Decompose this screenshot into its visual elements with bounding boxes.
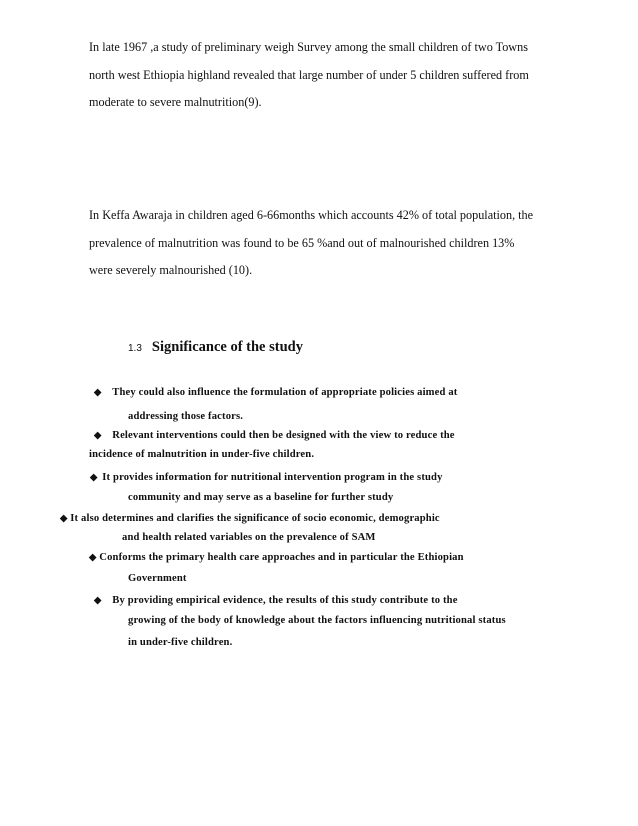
paragraph-1-line-2: north west Ethiopia highland revealed that large number of under 5 children suffered from — [89, 67, 529, 82]
bullet-5-text: Conforms the primary health care approaches and in particular the Ethiopian — [99, 552, 464, 563]
paragraph-2 — [89, 202, 552, 285]
section-title: Significance of the study — [151, 339, 303, 355]
bullet-1-text: They could also influence the formulation of appropriate policies aimed at — [112, 387, 458, 398]
bullet-3-text: It provides information for nutritional intervention program in the study — [102, 472, 443, 483]
bullet-3-line-2: community and may serve as a baseline for further study — [128, 492, 394, 503]
section-heading — [128, 338, 303, 356]
paragraph-1 — [89, 34, 552, 117]
bullet-2-text: Relevant interventions could then be designed with the view to reduce the — [112, 430, 455, 441]
bullet-diamond-icon: ◆ — [94, 388, 102, 398]
bullet-6-line-3: in under-five children. — [128, 637, 233, 648]
bullet-5-line-1 — [89, 551, 464, 565]
bullet-5-line-2: Government — [128, 573, 187, 584]
bullet-diamond-icon: ◆ — [89, 553, 97, 563]
bullet-4-line-2: and health related variables on the prevalence of SAM — [122, 532, 376, 543]
bullet-1-line-1 — [94, 386, 457, 400]
bullet-diamond-icon: ◆ — [60, 514, 68, 524]
paragraph-1-line-3: moderate to severe malnutrition(9). — [89, 95, 262, 109]
bullet-2-line-1 — [94, 429, 455, 443]
bullet-6-text: By providing empirical evidence, the results of this study contribute to the — [112, 595, 458, 606]
bullet-6-line-1 — [94, 594, 458, 608]
bullet-6-line-2: growing of the body of knowledge about the factors influencing nutritional status — [128, 615, 506, 626]
bullet-2-line-2: incidence of malnutrition in under-five children. — [89, 449, 315, 460]
bullet-1-line-2: addressing those factors. — [128, 411, 244, 422]
bullet-3-line-1 — [90, 471, 443, 485]
paragraph-2-line-3: were severely malnourished (10). — [89, 263, 253, 277]
bullet-diamond-icon: ◆ — [90, 473, 98, 483]
bullet-4-text: It also determines and clarifies the significance of socio economic, demographic — [70, 513, 440, 524]
paragraph-2-line-1: In Keffa Awaraja in children aged 6-66months which accounts 42% of total population, the — [89, 208, 534, 222]
paragraph-2-line-2: prevalence of malnutrition was found to be 65 %and out of malnourished children 13% — [89, 235, 515, 250]
bullet-4-line-1 — [60, 512, 440, 526]
paragraph-1-line-1: In late 1967 ,a study of preliminary weigh Survey among the small children of two Towns — [89, 40, 528, 54]
bullet-diamond-icon: ◆ — [94, 431, 102, 441]
bullet-diamond-icon: ◆ — [94, 596, 102, 606]
section-number: 1.3 — [128, 343, 142, 354]
